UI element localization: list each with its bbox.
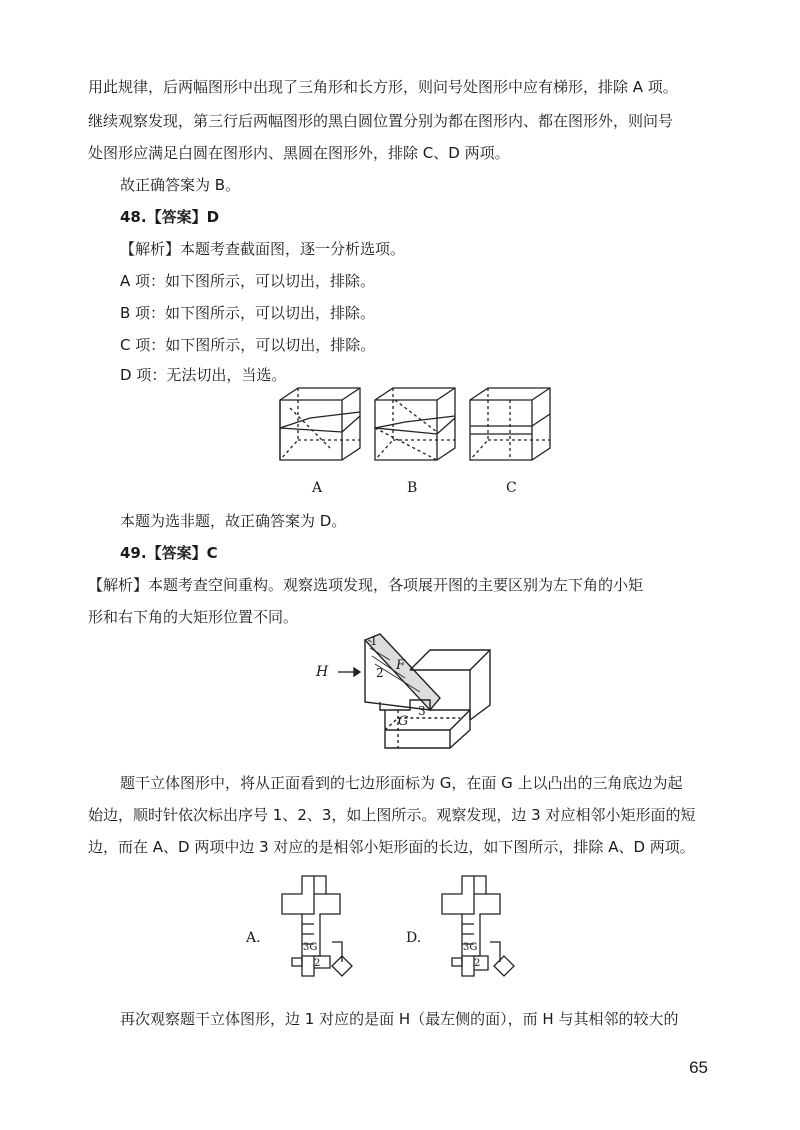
option-b-line: B 项：如下图所示，可以切出，排除。 [120,304,376,322]
paragraph-line: 故正确答案为 B。 [120,176,241,194]
conclusion-48: 本题为选非题，故正确答案为 D。 [120,512,347,530]
body-49-last: 再次观察题干立体图形，边 1 对应的是面 H（最左侧的面），而 H 与其相邻的较大的 [120,1010,679,1028]
net-d-mark-2: 2 [474,958,481,969]
net-label-d: D. [406,930,422,946]
option-a-line: A 项：如下图所示，可以切出，排除。 [120,272,376,290]
label-edge-2: 2 [376,666,384,680]
answer-heading-49: 49.【答案】C [120,544,218,562]
solid-drawing [310,630,500,760]
body-49-line2: 始边，顺时针依次标出序号 1、2、3，如上图所示。观察发现，边 3 对应相邻小矩形面的短 [88,806,696,824]
paragraph-line: 处图形应满足白圆在图形内、黑圆在图形外，排除 C、D 两项。 [88,144,510,162]
label-edge-3: 3 [418,704,426,718]
option-c-line: C 项：如下图所示，可以切出，排除。 [120,336,376,354]
label-f: F [396,658,406,673]
body-49-line1: 题干立体图形中，将从正面看到的七边形面标为 G，在面 G 上以凸出的三角底边为起 [120,774,683,792]
option-d-line: D 项：无法切出，当选。 [120,366,287,384]
cube-drawings [270,384,560,494]
paragraph-line: 用此规律，后两幅图形中出现了三角形和长方形，则问号处图形中应有梯形，排除 A 项。 [88,78,678,96]
cube-c [470,388,550,460]
label-g: G [398,714,409,729]
net-label-a: A. [246,930,261,946]
net-a-mark-2: 2 [314,958,321,969]
net-figures [240,866,560,991]
cube-label-c: C [506,480,517,496]
cube-label-b: B [407,480,418,496]
label-h: H [316,664,329,680]
cube-figures [270,384,560,494]
solid-figure [310,630,500,760]
cube-a [280,388,360,460]
page-number: 65 [689,1058,708,1077]
cube-label-a: A [312,480,323,496]
cube-b [375,388,455,460]
paragraph-line: 继续观察发现，第三行后两幅图形的黑白圆位置分别为都在图形内、都在图形外，则问号 [88,112,674,130]
net-d-mark-g: 3G [463,942,478,953]
net-a-mark-g: 3G [303,942,318,953]
answer-heading-48: 48.【答案】D [120,208,220,226]
analysis-49-line1: 【解析】本题考查空间重构。观察选项发现，各项展开图的主要区别为左下角的小矩 [88,576,644,594]
net-drawings [240,866,560,991]
analysis-48: 【解析】本题考查截面图，逐一分析选项。 [120,240,406,258]
analysis-49-line2: 形和右下角的大矩形位置不同。 [88,608,299,626]
body-49-line3: 边，而在 A、D 两项中边 3 对应的是相邻小矩形面的长边，如下图所示，排除 A、D 两项。 [88,838,695,856]
label-edge-1: 1 [370,634,378,648]
